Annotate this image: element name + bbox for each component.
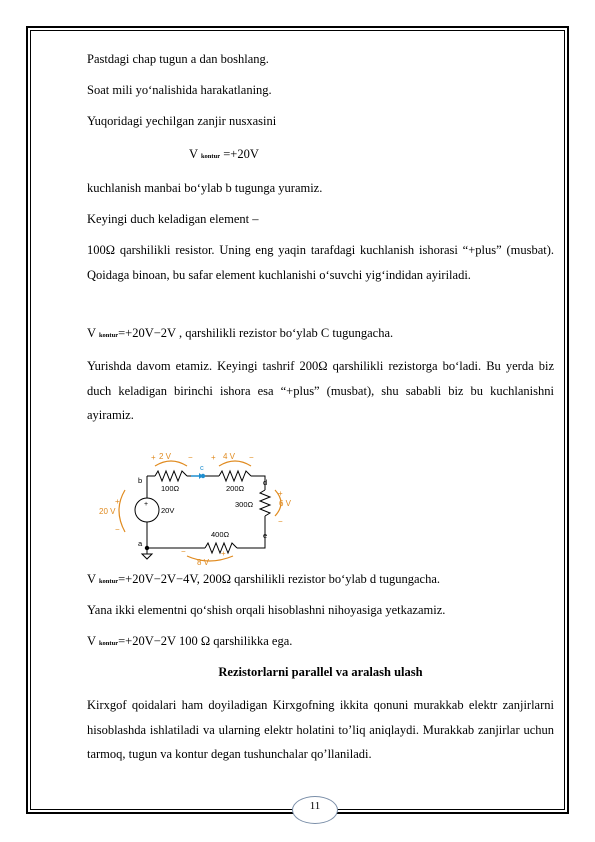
label-node-a: a — [138, 539, 143, 548]
sign-plus: + — [211, 453, 216, 462]
label-node-d: d — [263, 478, 268, 487]
label-node-b: b — [138, 476, 143, 485]
text-line: Pastdagi chap tugun a dan boshlang. — [87, 52, 269, 66]
section-heading: Rezistorlarni parallel va aralash ulash — [218, 665, 423, 679]
formula-line — [87, 572, 440, 587]
formula-v: V — [189, 147, 198, 161]
formula-rest: =+20V−2V 100 Ω qarshilikka ega. — [118, 634, 293, 648]
formula-line — [87, 634, 292, 649]
resistor-100 — [155, 471, 187, 481]
text-line: kuchlanish manbai bo‘ylab b tugunga yuramiz. — [87, 181, 323, 195]
sign-plus: + — [221, 549, 226, 558]
formula-v: V — [87, 326, 99, 340]
paragraph: Yurishda davom etamiz. Keyingi tashrif 200Ω qarshilikli rezistorga bo‘ladi. Bu yerda biz duch keladigan birinchi ishora esa “+plus” (musbat), shu sababli biz bu kuchlanishni ayiramiz. — [87, 359, 554, 422]
formula-subscript: kontur — [200, 153, 221, 160]
formula-rest: =+20V−2V , qarshilikli rezistor bo‘ylab C tugungacha. — [118, 326, 394, 340]
paragraph: Kirxgof qoidalari ham doyiladigan Kirxgofning ikkita qonuni murakkab elektr zanjirlarni hisoblashda ishlatiladi va ularning elektr holatini to’liq aniqlaydi. Murakkab zanjirlar uchun tarmoq, tugun va kontur degan tushunchalar qo’llaniladi. — [87, 698, 554, 761]
text-line: Yana ikki elementni qo‘shish orqali hisoblashni nihoyasiga yetkazamiz. — [87, 603, 446, 617]
formula-line — [189, 147, 259, 162]
sign-plus: + — [115, 497, 120, 506]
sign-minus: − — [249, 453, 254, 462]
text-line: Soat mili yo‘nalishida harakatlaning. — [87, 83, 272, 97]
resistor-200 — [219, 471, 251, 481]
node-a-dot — [145, 546, 149, 550]
formula-rest: =+20V — [220, 147, 259, 161]
formula-rest: =+20V−2V−4V, 200Ω qarshilikli rezistor bo‘ylab d tugungacha. — [118, 572, 441, 586]
label-v-top1: 2 V — [159, 452, 172, 461]
label-v-right: 6 V — [279, 499, 292, 508]
label-v-bottom: 8 V — [197, 558, 210, 567]
text-line: Keyingi duch keladigan element – — [87, 212, 259, 226]
sign-plus: + — [278, 489, 283, 498]
sign-minus: − — [278, 517, 283, 526]
paragraph: 100Ω qarshilikli resistor. Uning eng yaqin tarafdagi kuchlanish ishorasi “+plus” (musbat). Qoidaga binoan, bu safar element kuchlanishi o‘suvchi yig‘indidan ayiriladi. — [87, 243, 554, 282]
formula-v: V — [87, 572, 99, 586]
formula-v: V — [87, 634, 99, 648]
page-number: 11 — [309, 800, 321, 812]
sign-minus: − — [188, 453, 193, 462]
circuit-diagram — [97, 440, 307, 567]
label-node-e: e — [263, 531, 268, 540]
label-v-left: 20 V — [99, 507, 116, 516]
sign-plus: + — [151, 453, 156, 462]
label-source: 20V — [161, 506, 175, 515]
formula-line — [87, 326, 393, 341]
label-r1: 100Ω — [161, 484, 180, 493]
label-r4: 400Ω — [211, 530, 230, 539]
label-v-top2: 4 V — [223, 452, 236, 461]
formula-subscript: kontur — [98, 640, 119, 647]
ground-symbol — [142, 550, 152, 559]
label-node-c: c — [200, 463, 204, 472]
label-r2: 200Ω — [226, 484, 245, 493]
sign-minus: − — [181, 547, 186, 556]
formula-subscript: kontur — [98, 578, 119, 585]
sign-minus: − — [115, 525, 120, 534]
text-line: Yuqoridagi yechilgan zanjir nusxasini — [87, 114, 277, 128]
formula-subscript: kontur — [98, 332, 119, 339]
source-plus: + — [144, 501, 149, 508]
label-r3: 300Ω — [235, 500, 254, 509]
resistor-300 — [260, 490, 270, 516]
